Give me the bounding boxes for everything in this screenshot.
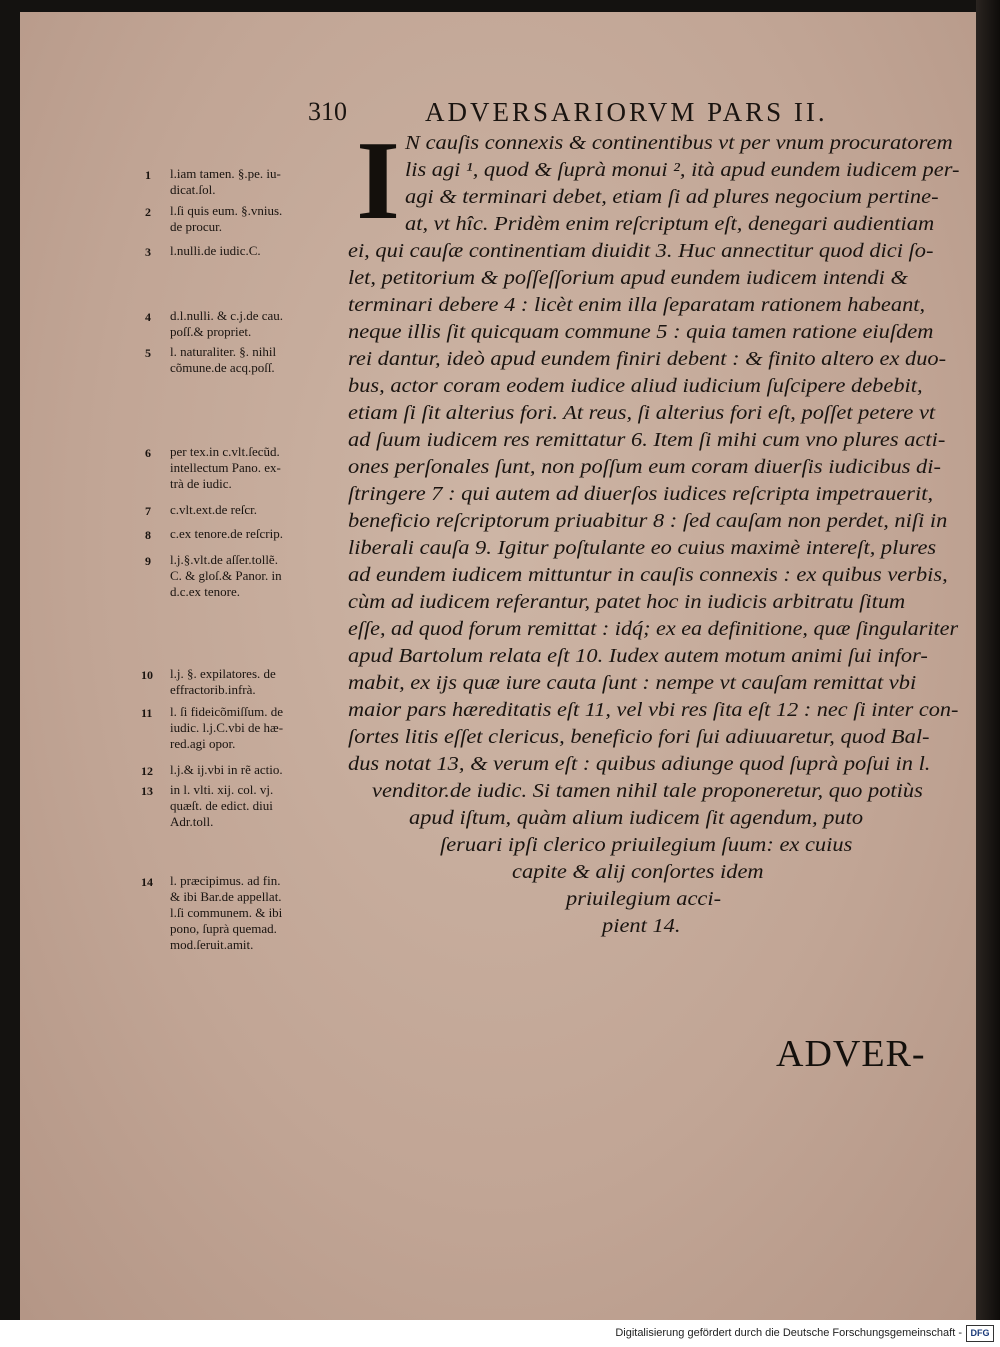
text-line: neque illis ſit quicquam commune 5 : quia tamen ratione eiuſdem	[348, 322, 934, 343]
margin-note-line: de procur.	[170, 219, 222, 234]
text-line: ſtringere 7 : qui autem ad diuerſos iudices reſcripta impetrauerit,	[348, 484, 934, 505]
running-head-title: ADVERSARIORVM PARS II.	[425, 97, 828, 127]
margin-note-number: 14	[141, 875, 153, 889]
margin-note-number: 9	[145, 554, 151, 568]
text-line: venditor.de iudic. Si tamen nihil tale proponeretur, quo potiùs	[372, 781, 923, 802]
margin-note-number: 5	[145, 346, 151, 360]
margin-note-line: l.ſi communem. & ibi	[170, 905, 283, 920]
text-line: terminari debere 4 : licèt enim illa ſeparatam rationem habeant,	[348, 295, 926, 316]
text-line: ad ſuum iudicem res remittatur 6. Item ſi mihi cum vno plures acti-	[348, 430, 946, 451]
text-line: N cauſis connexis & continentibus vt per vnum procuratorem	[405, 133, 953, 154]
text-line: bus, actor coram eodem iudice aliud iudicium ſuſcipere debebit,	[348, 376, 923, 397]
text-line: priuilegium acci-	[566, 889, 722, 910]
margin-note-line: c.ex tenore.de reſcrip.	[170, 526, 283, 541]
margin-note-line: d.c.ex tenore.	[170, 584, 241, 599]
text-line: beneficio reſcriptorum priuabitur 8 : ſed cauſam non perdet, niſi in	[348, 511, 948, 532]
digitization-footer	[0, 1320, 1000, 1347]
margin-note-line: l.j.& ij.vbi in rẽ actio.	[170, 762, 283, 777]
margin-note-line: quæſt. de edict. diui	[170, 798, 273, 813]
margin-note	[170, 344, 276, 376]
margin-note-line: red.agi opor.	[170, 736, 236, 751]
margin-note-line: C. & gloſ.& Panor. in	[170, 568, 282, 583]
text-line: lis agi ¹, quod & ſuprà monui ², ità apud eundem iudicem per-	[405, 160, 960, 181]
margin-note-line: in l. vlti. xij. col. vj.	[170, 782, 274, 797]
book-gutter	[976, 0, 1000, 1347]
margin-note-line: l. præcipimus. ad fin.	[170, 873, 281, 888]
margin-note-line: poſſ.& propriet.	[170, 324, 252, 339]
margin-note	[170, 666, 276, 698]
margin-note-line: & ibi Bar.de appellat.	[170, 889, 282, 904]
margin-note-line: dicat.ſol.	[170, 182, 216, 197]
margin-note-line: effractorib.infrà.	[170, 682, 256, 697]
margin-note-number: 1	[145, 168, 151, 182]
text-line: dus notat 13, & verum eſt : quibus adiunge quod ſuprà poſui in l.	[348, 754, 931, 775]
margin-note-number: 4	[145, 310, 151, 324]
text-line: mabit, ex ijs quæ iure cauta ſunt : nempe vt cauſam remittat vbi	[348, 673, 917, 694]
margin-note-number: 8	[145, 528, 151, 542]
margin-note-number: 12	[141, 764, 153, 778]
text-line: ad eundem iudicem mittuntur in cauſis connexis : ex quibus verbis,	[348, 565, 948, 586]
text-line: maior pars hæreditatis eſt 11, vel vbi res ſita eſt 12 : nec ſi inter con-	[348, 700, 959, 721]
text-line: ones perſonales ſunt, non poſſum eum coram diuerſis iudicibus di-	[348, 457, 941, 478]
margin-note-number: 6	[145, 446, 151, 460]
margin-note-number: 3	[145, 245, 151, 259]
margin-note-number: 2	[145, 205, 151, 219]
margin-note	[170, 444, 281, 492]
margin-note-line: intellectum Pano. ex-	[170, 460, 281, 475]
text-line: ſeruari ipſi clerico priuilegium ſuum: ex cuius	[440, 835, 853, 856]
margin-note-line: l.j.§.vlt.de aſſer.tollẽ.	[170, 552, 278, 567]
margin-note-line: l.j. §. expilatores. de	[170, 666, 276, 681]
catchword: ADVER-	[776, 1033, 926, 1075]
margin-note-number: 7	[145, 504, 151, 518]
text-line: apud Bartolum relata eſt 10. Iudex autem motum animi ſui infor-	[348, 646, 928, 667]
margin-note-line: pono, ſuprà quemad.	[170, 921, 277, 936]
text-line: liberali cauſa 9. Igitur poſtulante eo cuius maximè intereſt, plures	[348, 538, 937, 559]
text-line: apud iſtum, quàm alium iudicem ſit agendum, puto	[409, 808, 864, 829]
page-number: 310	[308, 97, 347, 126]
margin-note-line: c.vlt.ext.de reſcr.	[170, 502, 257, 517]
dfg-logo-icon: DFG	[966, 1325, 994, 1342]
margin-note	[170, 203, 282, 235]
text-line: eſſe, ad quod forum remittat : idq́; ex ea definitione, quæ ſingulariter	[348, 619, 959, 640]
text-line: cùm ad iudicem referantur, patet hoc in iudicis arbitratu ſitum	[348, 592, 906, 613]
margin-note	[170, 762, 283, 778]
margin-note-line: l.ſi quis eum. §.vnius.	[170, 203, 283, 218]
margin-note	[170, 552, 282, 600]
margin-note-number: 11	[141, 706, 153, 720]
margin-note	[170, 502, 257, 518]
text-line: at, vt hîc. Pridèm enim reſcriptum eſt, denegari audientiam	[405, 214, 935, 235]
text-line: ei, qui cauſæ continentiam diuidit 3. Huc annectitur quod dici ſo-	[348, 241, 934, 262]
margin-note	[170, 704, 283, 752]
text-line: ſortes litis eſſet clericus, beneficio fori ſui adiuuaretur, quod Bal-	[348, 727, 930, 748]
margin-note-line: l. ſi fideicõmiſſum. de	[170, 704, 284, 719]
margin-note	[170, 166, 281, 198]
margin-note-line: l. naturaliter. §. nihil	[170, 344, 277, 359]
margin-note-number: 10	[141, 668, 153, 682]
text-line: let, petitorium & poſſeſſorium apud eundem iudicem intendi &	[348, 268, 908, 289]
margin-note-line: trà de iudic.	[170, 476, 232, 491]
margin-note	[170, 308, 283, 340]
margin-note-line: l.iam tamen. §.pe. iu-	[170, 166, 281, 181]
margin-note-line: Adr.toll.	[170, 814, 214, 829]
footer-credit: Digitalisierung gefördert durch die Deutsche Forschungsgemeinschaft -	[615, 1327, 962, 1339]
margin-note-number: 13	[141, 784, 153, 798]
text-line: etiam ſi ſit alterius fori. At reus, ſi alterius fori eſt, poſſet petere vt	[348, 403, 936, 424]
margin-note-line: iudic. l.j.C.vbi de hæ-	[170, 720, 284, 735]
margin-note-line: per tex.in c.vlt.ſecũd.	[170, 444, 280, 459]
text-line: rei dantur, ideò apud eundem finiri debent : & finito altero ex duo-	[348, 349, 947, 370]
text-line: pient 14.	[602, 916, 681, 937]
margin-note	[170, 526, 283, 542]
margin-note-line: cõmune.de acq.poſſ.	[170, 360, 275, 375]
text-line: capite & alij conſortes idem	[512, 862, 764, 883]
margin-note-line: l.nulli.de iudic.C.	[170, 243, 261, 258]
drop-cap: I	[356, 119, 400, 243]
margin-note-line: d.l.nulli. & c.j.de cau.	[170, 308, 284, 323]
margin-note-line: mod.ſeruit.amit.	[170, 937, 254, 952]
margin-note	[170, 243, 261, 259]
margin-note	[170, 782, 273, 830]
margin-note	[170, 873, 282, 953]
text-line: agi & terminari debet, etiam ſi ad plures negocium pertine-	[405, 187, 939, 208]
